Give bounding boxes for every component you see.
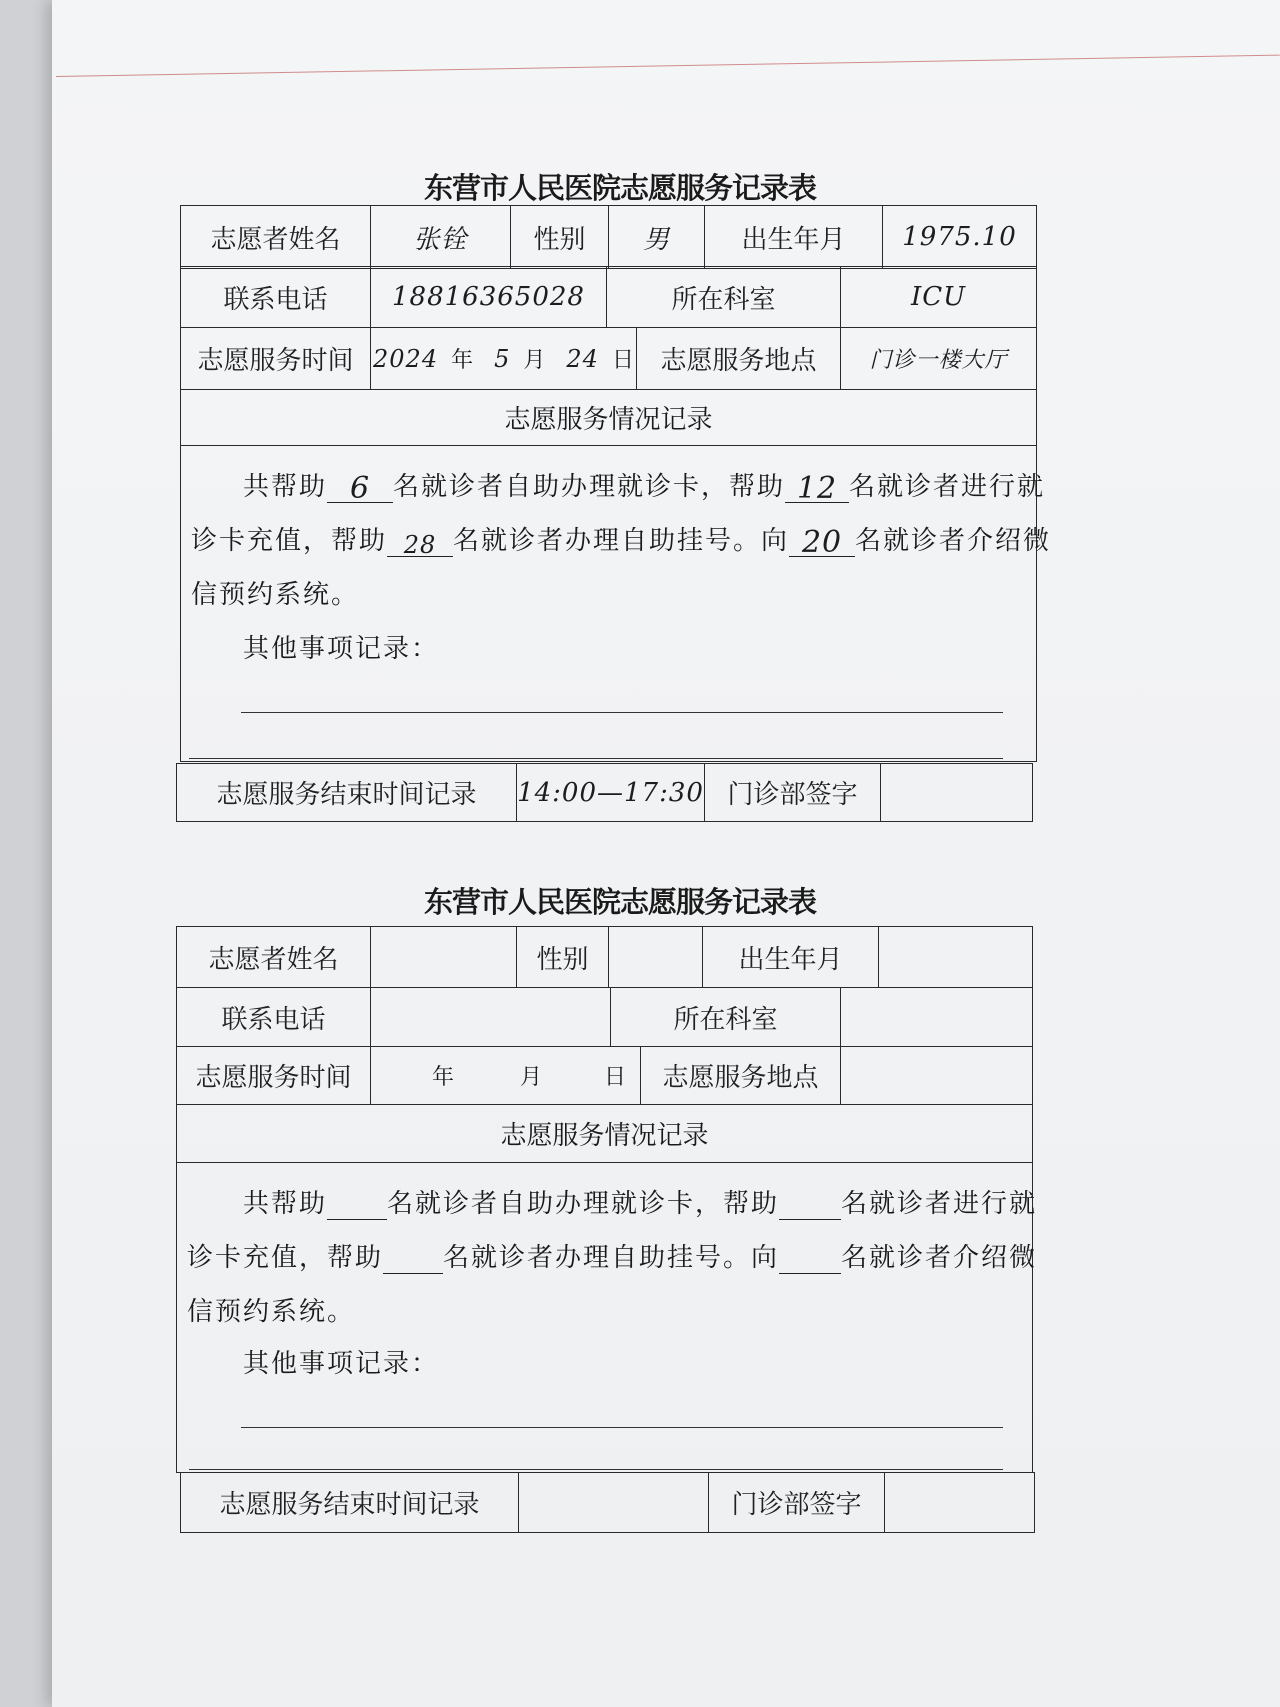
form1-phone-table	[180, 266, 1037, 328]
end-time-value[interactable]	[519, 1473, 709, 1533]
record-text: 信预约系统。	[191, 580, 360, 610]
name-label: 志愿者姓名	[181, 206, 371, 269]
form2-time-table	[176, 1046, 1033, 1105]
date-year-value: 2024	[373, 345, 439, 373]
record-text: 共帮助	[243, 472, 328, 502]
department-label: 所在科室	[611, 988, 841, 1047]
signature-label: 门诊部签字	[709, 1473, 885, 1533]
form1-title: 东营市人民医院志愿服务记录表	[424, 171, 817, 205]
phone-value[interactable]	[371, 988, 611, 1047]
wechat-count-field[interactable]	[779, 1247, 841, 1274]
service-time-label: 志愿服务时间	[177, 1047, 371, 1105]
day-label: 日	[604, 1065, 627, 1090]
signature-label: 门诊部签字	[705, 764, 881, 822]
phone-value[interactable]: 18816365028	[371, 267, 607, 328]
service-date[interactable]	[371, 1047, 641, 1105]
other-label: 其他事项记录：	[243, 634, 440, 664]
department-label: 所在科室	[607, 267, 841, 328]
birth-value[interactable]: 1975.10	[883, 206, 1037, 269]
other-line-2[interactable]	[189, 1469, 1003, 1470]
record-text: 信预约系统。	[187, 1297, 356, 1327]
name-value[interactable]: 张铨	[371, 206, 511, 269]
date-month-value: 5	[494, 345, 511, 373]
record-text: 名就诊者进行就	[841, 1189, 1038, 1219]
form2-record-table	[176, 1104, 1038, 1473]
month-label: 月	[519, 1065, 542, 1090]
department-value[interactable]	[841, 988, 1033, 1047]
day-label: 日	[611, 348, 634, 373]
gender-label: 性别	[511, 206, 609, 269]
name-label: 志愿者姓名	[177, 927, 371, 988]
phone-label: 联系电话	[181, 267, 371, 328]
other-line-1[interactable]	[241, 712, 1003, 713]
location-value[interactable]: 门诊一楼大厅	[841, 328, 1037, 390]
form1-time-table	[180, 327, 1037, 390]
record-text: 名就诊者办理自助挂号。向	[453, 526, 790, 556]
card-count-field[interactable]	[327, 467, 393, 506]
record-header: 志愿服务情况记录	[177, 1105, 1033, 1163]
wechat-count-field[interactable]	[789, 521, 855, 560]
register-count-field[interactable]	[387, 526, 453, 557]
recharge-count-value: 12	[796, 471, 838, 506]
form1-end-table	[176, 763, 1033, 822]
gender-label: 性别	[517, 927, 609, 988]
signature-field[interactable]	[881, 764, 1033, 822]
register-count-field[interactable]	[383, 1247, 443, 1274]
location-label: 志愿服务地点	[641, 1047, 841, 1105]
birth-value[interactable]	[879, 927, 1033, 988]
record-header: 志愿服务情况记录	[181, 390, 1037, 446]
gender-value[interactable]: 男	[609, 206, 705, 269]
gender-value[interactable]	[609, 927, 703, 988]
form2-end-table	[180, 1472, 1035, 1533]
service-date[interactable]	[371, 328, 637, 390]
year-label: 年	[431, 1065, 454, 1090]
record-text: 名就诊者自助办理就诊卡，帮助	[387, 1189, 780, 1219]
other-line-1[interactable]	[241, 1427, 1003, 1428]
signature-field[interactable]	[885, 1473, 1035, 1533]
location-label: 志愿服务地点	[637, 328, 841, 390]
form1-record-table	[180, 389, 1052, 762]
location-value[interactable]	[841, 1047, 1033, 1105]
other-label: 其他事项记录：	[243, 1349, 440, 1379]
record-body	[177, 1163, 1038, 1473]
form1-header-table	[180, 205, 1037, 269]
card-count-value: 6	[349, 471, 371, 506]
form2-header-table	[176, 926, 1033, 988]
record-text: 名就诊者介绍微	[841, 1243, 1038, 1273]
name-value[interactable]	[371, 927, 517, 988]
year-label: 年	[451, 348, 474, 373]
department-value[interactable]: ICU	[841, 267, 1037, 328]
record-text: 名就诊者进行就	[849, 472, 1046, 502]
wechat-count-value: 20	[801, 525, 843, 560]
record-text: 名就诊者办理自助挂号。向	[443, 1243, 780, 1273]
form2-phone-table	[176, 987, 1033, 1047]
service-time-label: 志愿服务时间	[181, 328, 371, 390]
end-time-label: 志愿服务结束时间记录	[181, 1473, 519, 1533]
record-body	[181, 446, 1052, 762]
end-time-label: 志愿服务结束时间记录	[177, 764, 517, 822]
end-time-value[interactable]: 14:00—17:30	[517, 764, 705, 822]
record-text: 名就诊者自助办理就诊卡，帮助	[393, 472, 786, 502]
other-line-2[interactable]	[189, 758, 1003, 759]
card-count-field[interactable]	[327, 1193, 387, 1220]
record-text: 名就诊者介绍微	[855, 526, 1052, 556]
record-text: 共帮助	[243, 1189, 328, 1219]
form2-title: 东营市人民医院志愿服务记录表	[424, 885, 817, 919]
register-count-value: 28	[403, 531, 437, 559]
record-text: 诊卡充值，帮助	[191, 526, 388, 556]
month-label: 月	[523, 348, 546, 373]
date-day-value: 24	[566, 345, 599, 373]
record-text: 诊卡充值，帮助	[187, 1243, 384, 1273]
birth-label: 出生年月	[703, 927, 879, 988]
recharge-count-field[interactable]	[785, 467, 849, 506]
recharge-count-field[interactable]	[779, 1193, 841, 1220]
birth-label: 出生年月	[705, 206, 883, 269]
phone-label: 联系电话	[177, 988, 371, 1047]
